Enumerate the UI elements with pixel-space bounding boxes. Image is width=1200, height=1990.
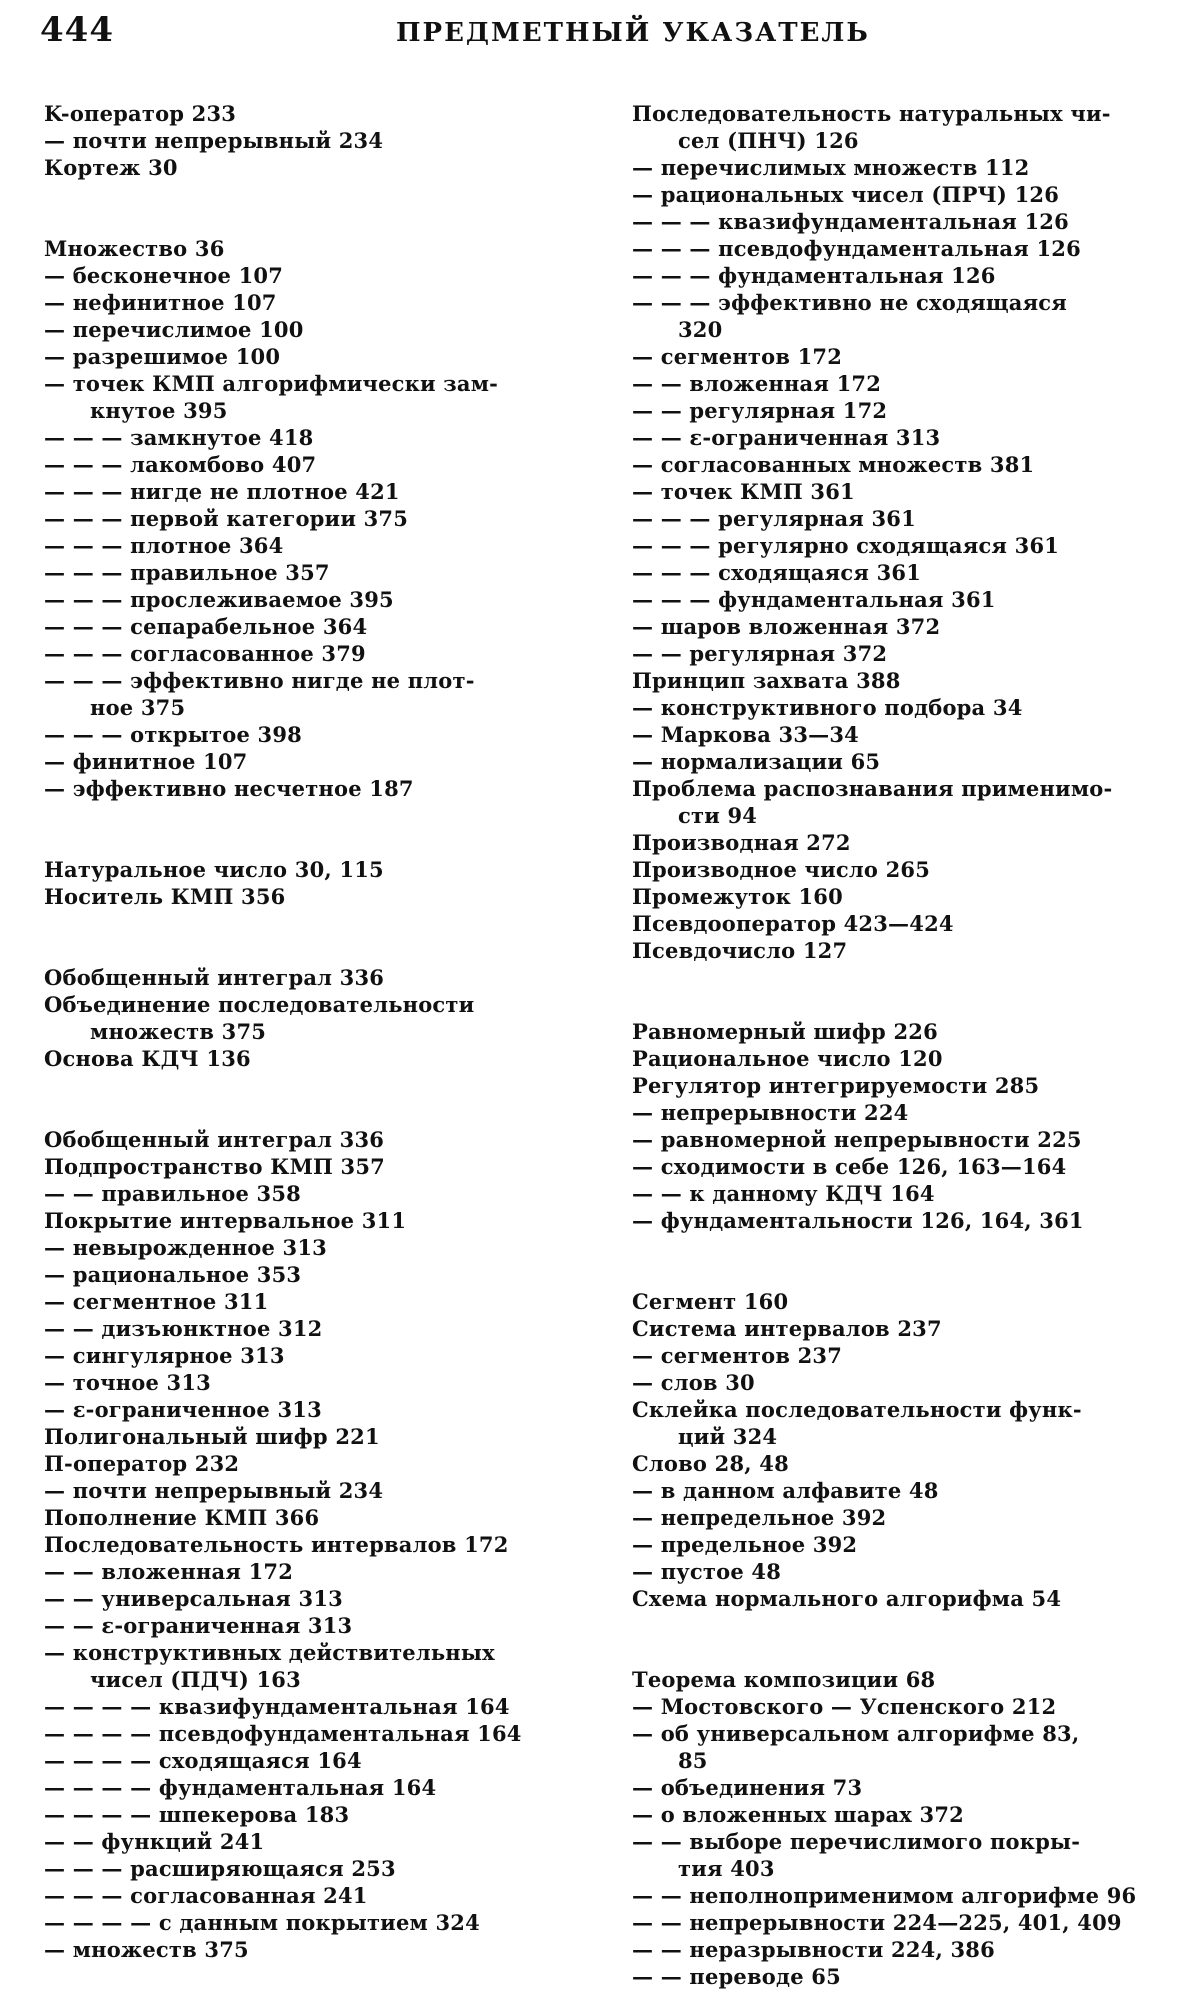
index-entry: — — — лакомбово 407 <box>44 452 317 477</box>
index-entry: — — к данному КДЧ 164 <box>632 1181 935 1206</box>
index-entry-continuation: ций 324 <box>678 1424 778 1449</box>
section-gap <box>632 1234 1172 1288</box>
index-entry: — — функций 241 <box>44 1829 265 1854</box>
index-entry: — ε-ограниченное 313 <box>44 1397 322 1422</box>
index-entry: Покрытие интервальное 311 <box>44 1208 407 1233</box>
index-entry: — нормализации 65 <box>632 749 881 774</box>
index-entry: — — регулярная 172 <box>632 398 888 423</box>
index-entry: Система интервалов 237 <box>632 1316 942 1341</box>
section-gap <box>44 1072 584 1126</box>
index-entry: — — — правильное 357 <box>44 560 330 585</box>
index-entry: — пустое 48 <box>632 1559 782 1584</box>
index-entry: — — — согласованная 241 <box>44 1883 368 1908</box>
index-entry: П-оператор 232 <box>44 1451 240 1476</box>
index-entry: Носитель КМП 356 <box>44 884 286 909</box>
index-entry-continuation: тия 403 <box>678 1856 775 1881</box>
index-entry: Рациональное число 120 <box>632 1046 943 1071</box>
index-entry: — сегментов 172 <box>632 344 843 369</box>
index-entry: — — выборе перечислимого покры- <box>632 1829 1081 1854</box>
index-entry: — почти непрерывный 234 <box>44 1478 384 1503</box>
index-entry: — конструктивных действительных <box>44 1640 495 1665</box>
index-entry: Подпространство КМП 357 <box>44 1154 385 1179</box>
index-entry: — — — — квазифундаментальная 164 <box>44 1694 510 1719</box>
index-entry: Принцип захвата 388 <box>632 668 901 693</box>
index-entry: Схема нормального алгорифма 54 <box>632 1586 1062 1611</box>
index-entry: — — — плотное 364 <box>44 533 284 558</box>
index-entry: — — — эффективно не сходящаяся <box>632 290 1068 315</box>
index-entry-continuation: 85 <box>678 1748 708 1773</box>
index-entry: — — — сепарабельное 364 <box>44 614 368 639</box>
index-entry: — — — — с данным покрытием 324 <box>44 1910 480 1935</box>
section-gap <box>44 910 584 964</box>
index-entry: Проблема распознавания применимо- <box>632 776 1113 801</box>
index-entry: — — — первой категории 375 <box>44 506 409 531</box>
index-entry: — сингулярное 313 <box>44 1343 285 1368</box>
section-gap <box>44 802 584 856</box>
index-entry: — точек КМП 361 <box>632 479 855 504</box>
index-entry: Полигональный шифр 221 <box>44 1424 380 1449</box>
index-entry: — — правильное 358 <box>44 1181 301 1206</box>
index-entry-continuation: кнутое 395 <box>90 398 228 423</box>
index-entry: — в данном алфавите 48 <box>632 1478 939 1503</box>
index-entry: Сегмент 160 <box>632 1289 789 1314</box>
index-entry: — о вложенных шарах 372 <box>632 1802 964 1827</box>
index-entry: — разрешимое 100 <box>44 344 281 369</box>
index-entry: — — неразрывности 224, 386 <box>632 1937 995 1962</box>
index-entry: — Маркова 33—34 <box>632 722 859 747</box>
index-entry-continuation: ное 375 <box>90 695 186 720</box>
page-header <box>0 8 1200 58</box>
index-entry: — рациональных чисел (ПРЧ) 126 <box>632 182 1060 207</box>
index-entry: Псевдооператор 423—424 <box>632 911 954 936</box>
index-entry: — об универсальном алгорифме 83, <box>632 1721 1080 1746</box>
index-entry: — рациональное 353 <box>44 1262 302 1287</box>
index-entry: — — — фундаментальная 126 <box>632 263 996 288</box>
index-entry: — — — расширяющаяся 253 <box>44 1856 396 1881</box>
index-entry: — — — псевдофундаментальная 126 <box>632 236 1081 261</box>
index-entry: — перечислимых множеств 112 <box>632 155 1030 180</box>
index-entry: — непредельное 392 <box>632 1505 887 1530</box>
index-entry: — объединения 73 <box>632 1775 863 1800</box>
index-column-right <box>632 100 1172 1990</box>
index-entry: — сходимости в себе 126, 163—164 <box>632 1154 1067 1179</box>
index-entry: — — — — шпекерова 183 <box>44 1802 350 1827</box>
section-gap <box>44 181 584 235</box>
index-entry: Объединение последовательности <box>44 992 475 1017</box>
index-entry: — — ε-ограниченная 313 <box>632 425 941 450</box>
index-entry: Обобщенный интеграл 336 <box>44 965 385 990</box>
index-entry: — — — фундаментальная 361 <box>632 587 996 612</box>
index-entry: — предельное 392 <box>632 1532 858 1557</box>
index-entry: Псевдочисло 127 <box>632 938 848 963</box>
index-entry: — — — квазифундаментальная 126 <box>632 209 1069 234</box>
index-entry: — — переводе 65 <box>632 1964 841 1989</box>
index-entry: — сегментов 237 <box>632 1343 843 1368</box>
index-entry: — — — замкнутое 418 <box>44 425 314 450</box>
index-entry: — точное 313 <box>44 1370 211 1395</box>
index-column-left <box>44 100 584 1963</box>
index-entry: — — — эффективно нигде не плот- <box>44 668 475 693</box>
index-entry: — конструктивного подбора 34 <box>632 695 1023 720</box>
index-entry: — — регулярная 372 <box>632 641 888 666</box>
index-entry-continuation: сел (ПНЧ) 126 <box>678 128 859 153</box>
index-entry: — равномерной непрерывности 225 <box>632 1127 1082 1152</box>
index-entry: — — — нигде не плотное 421 <box>44 479 400 504</box>
index-entry: Последовательность интервалов 172 <box>44 1532 509 1557</box>
index-entry-continuation: сти 94 <box>678 803 758 828</box>
index-entry: — сегментное 311 <box>44 1289 269 1314</box>
index-entry: Основа КДЧ 136 <box>44 1046 251 1071</box>
index-entry: — слов 30 <box>632 1370 755 1395</box>
index-entry: — финитное 107 <box>44 749 248 774</box>
index-entry: Регулятор интегрируемости 285 <box>632 1073 1040 1098</box>
index-entry: — — — — сходящаяся 164 <box>44 1748 362 1773</box>
index-entry: Обобщенный интеграл 336 <box>44 1127 385 1152</box>
index-entry: — нефинитное 107 <box>44 290 277 315</box>
index-entry: Последовательность натуральных чи- <box>632 101 1111 126</box>
index-entry: — — непрерывности 224—225, 401, 409 <box>632 1910 1122 1935</box>
index-entry: — согласованных множеств 381 <box>632 452 1035 477</box>
index-entry: — бесконечное 107 <box>44 263 284 288</box>
index-entry: — — — регулярная 361 <box>632 506 916 531</box>
index-entry: — непрерывности 224 <box>632 1100 909 1125</box>
index-entry: — — — — псевдофундаментальная 164 <box>44 1721 522 1746</box>
index-entry: — перечислимое 100 <box>44 317 304 342</box>
index-entry: Теорема композиции 68 <box>632 1667 936 1692</box>
index-entry: — — дизъюнктное 312 <box>44 1316 323 1341</box>
index-entry: — — — сходящаяся 361 <box>632 560 922 585</box>
index-entry: — — — прослеживаемое 395 <box>44 587 394 612</box>
index-entry: — Мостовского — Успенского 212 <box>632 1694 1057 1719</box>
index-entry: Равномерный шифр 226 <box>632 1019 938 1044</box>
index-entry: Кортеж 30 <box>44 155 178 180</box>
index-entry-continuation: чисел (ПДЧ) 163 <box>90 1667 301 1692</box>
index-entry: — — вложенная 172 <box>44 1559 294 1584</box>
index-entry: — — — — фундаментальная 164 <box>44 1775 437 1800</box>
index-entry: Производное число 265 <box>632 857 931 882</box>
index-entry: — — — открытое 398 <box>44 722 302 747</box>
index-entry: — фундаментальности 126, 164, 361 <box>632 1208 1084 1233</box>
index-entry: — — ε-ограниченная 313 <box>44 1613 353 1638</box>
index-entry: — эффективно несчетное 187 <box>44 776 414 801</box>
index-entry: Пополнение КМП 366 <box>44 1505 320 1530</box>
index-entry: — — универсальная 313 <box>44 1586 343 1611</box>
page-number: 444 <box>40 10 114 50</box>
index-entry: — шаров вложенная 372 <box>632 614 941 639</box>
index-entry-continuation: множеств 375 <box>90 1019 267 1044</box>
index-entry: — невырожденное 313 <box>44 1235 327 1260</box>
index-entry: — точек КМП алгорифмически зам- <box>44 371 499 396</box>
index-entry: Слово 28, 48 <box>632 1451 789 1476</box>
page-title: ПРЕДМЕТНЫЙ УКАЗАТЕЛЬ <box>396 18 870 48</box>
index-entry: — почти непрерывный 234 <box>44 128 384 153</box>
section-gap <box>632 964 1172 1018</box>
index-entry: — — — согласованное 379 <box>44 641 366 666</box>
index-entry: Склейка последовательности функ- <box>632 1397 1082 1422</box>
index-entry: — — вложенная 172 <box>632 371 882 396</box>
index-entry: Промежуток 160 <box>632 884 843 909</box>
index-entry: Производная 272 <box>632 830 851 855</box>
index-entry: Натуральное число 30, 115 <box>44 857 384 882</box>
index-entry-continuation: 320 <box>678 317 723 342</box>
index-entry: — — неполноприменимом алгорифме 96 <box>632 1883 1137 1908</box>
index-entry: K-оператор 233 <box>44 101 237 126</box>
index-entry: Множество 36 <box>44 236 225 261</box>
section-gap <box>632 1612 1172 1666</box>
index-entry: — множеств 375 <box>44 1937 249 1962</box>
index-entry: — — — регулярно сходящаяся 361 <box>632 533 1060 558</box>
